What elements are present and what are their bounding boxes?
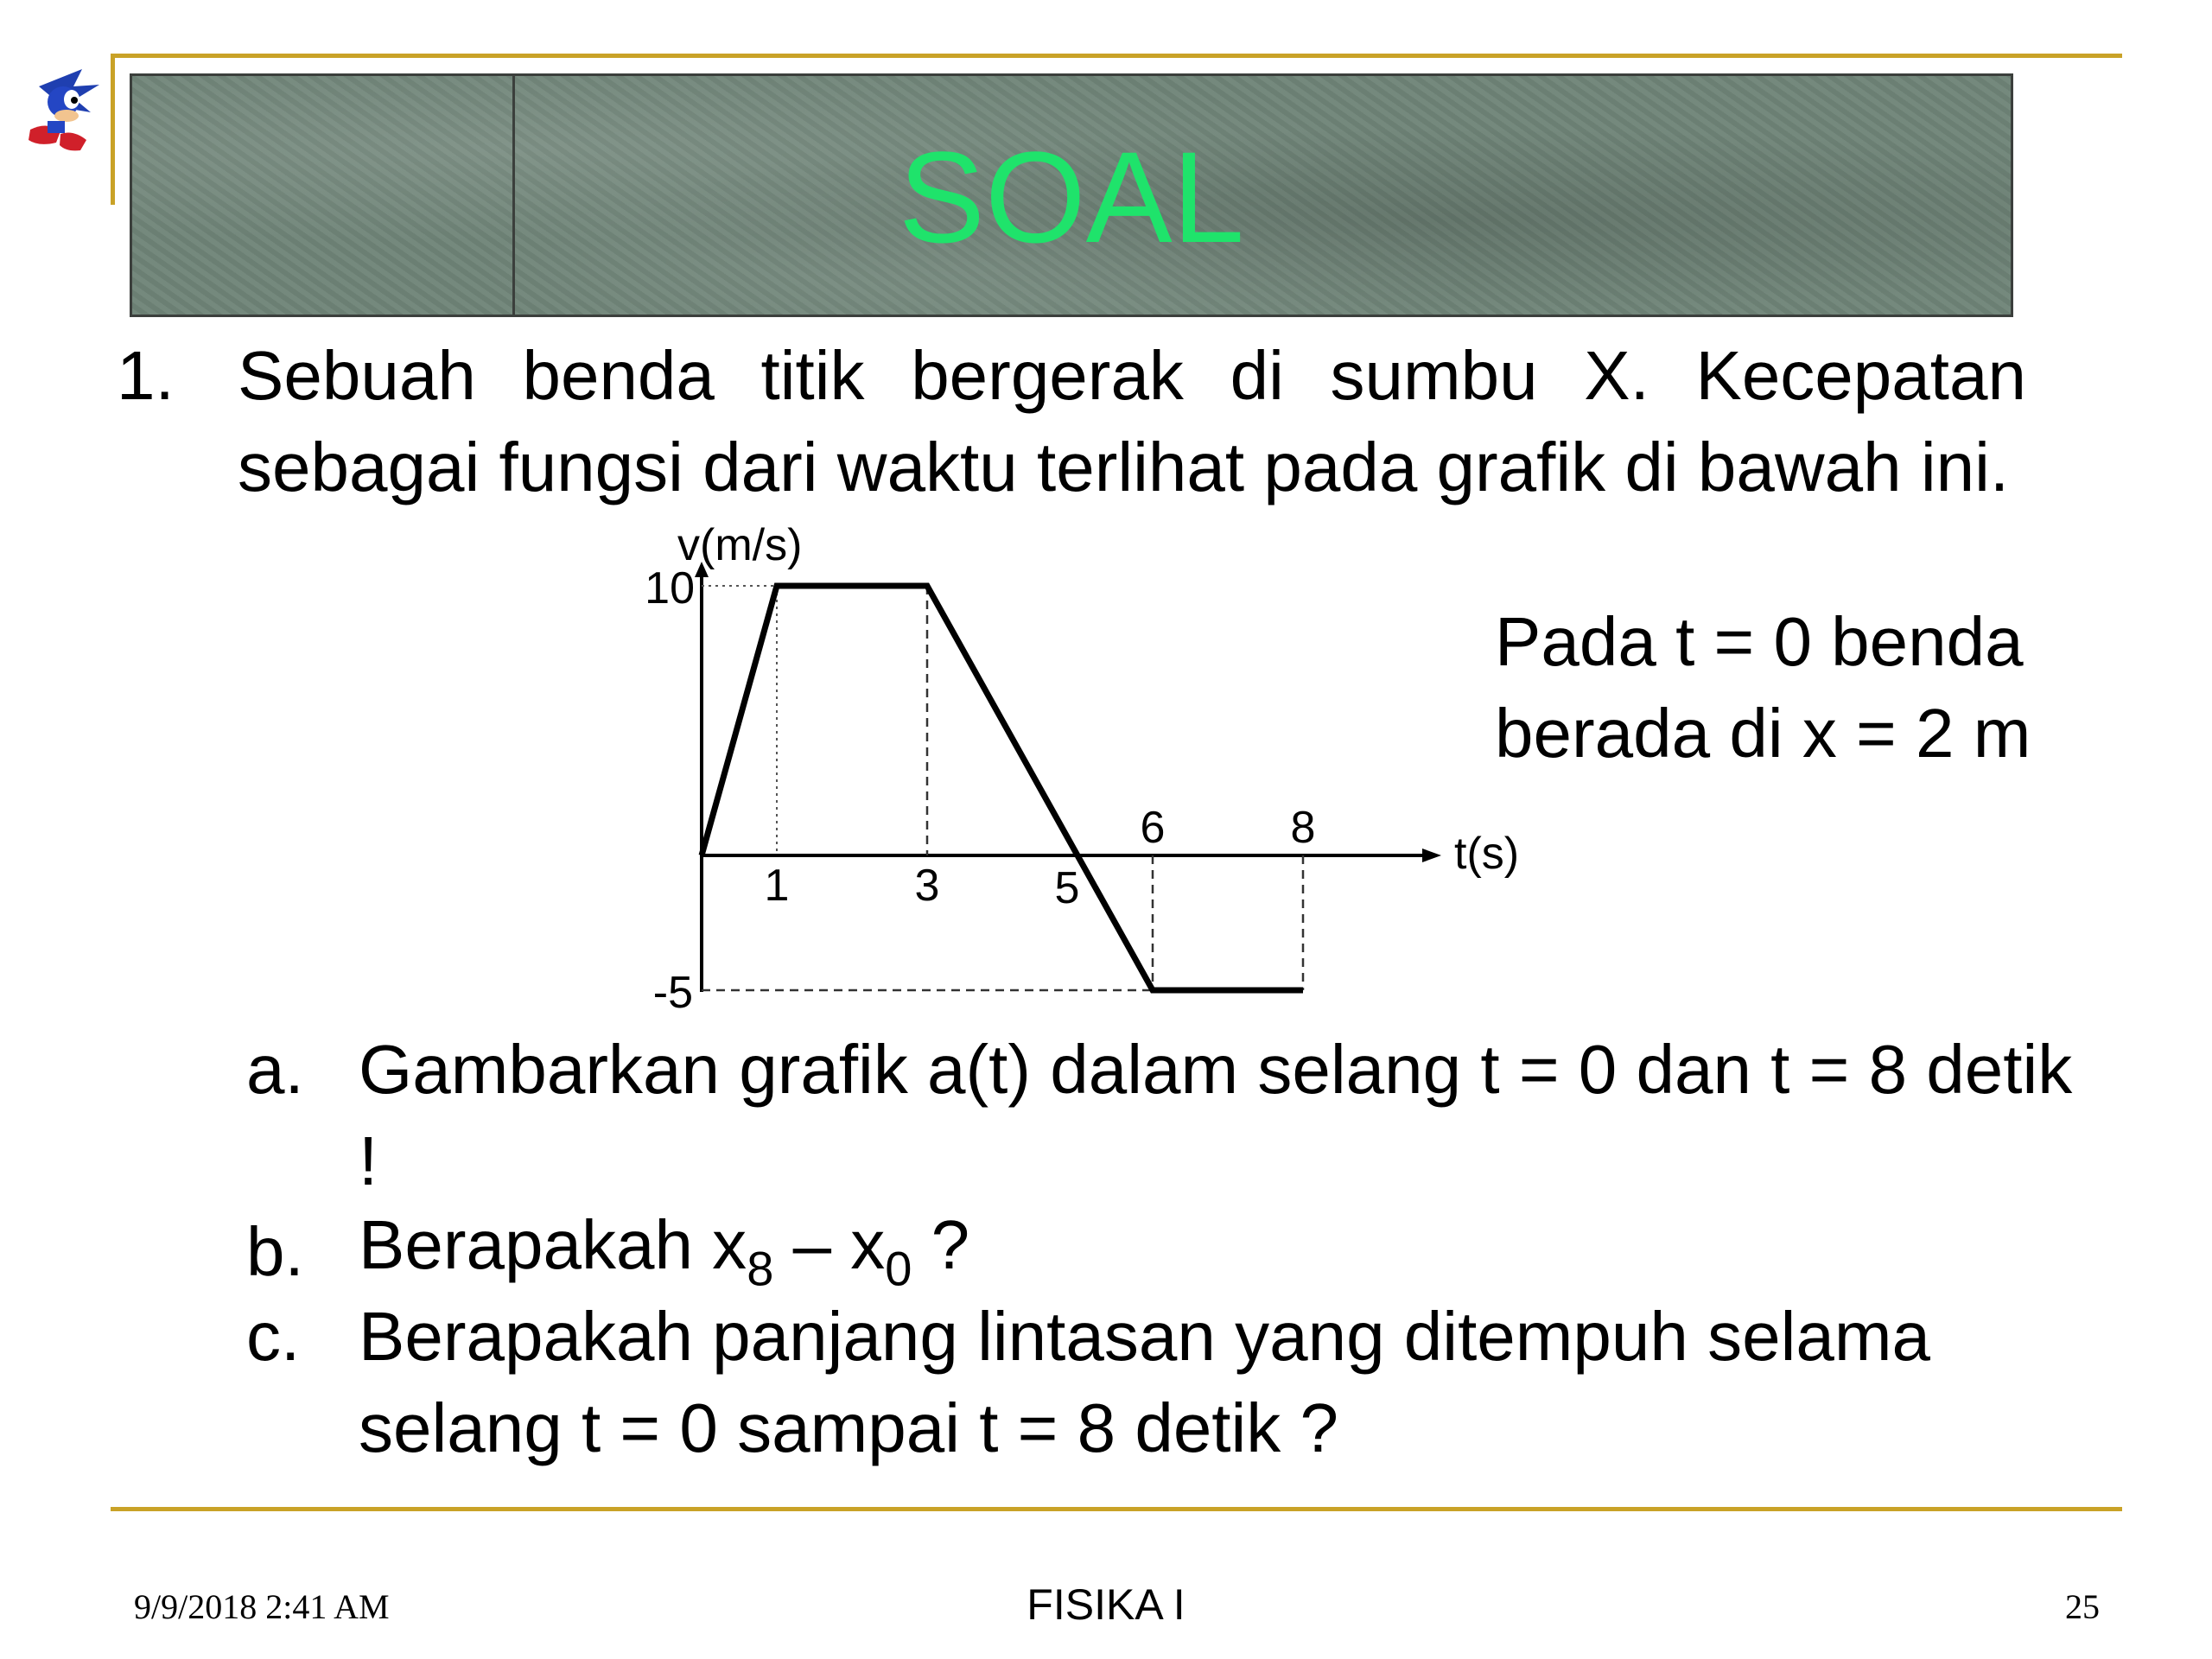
subquestion-b-part: ? (912, 1206, 970, 1283)
question-text: Sebuah benda titik bergerak di sumbu X. Kecepatan sebagai fungsi dari waktu terlihat pada grafik di bawah ini. (238, 337, 2026, 505)
y-axis-label: v(m/s) (677, 520, 803, 570)
x-tick-label: 1 (764, 861, 790, 911)
top-accent-line (111, 54, 2122, 58)
x-tick-label: 8 (1290, 803, 1316, 853)
title-banner (130, 73, 2013, 317)
subquestion-b-subscript: 8 (747, 1241, 774, 1296)
chart-layer (645, 520, 1519, 1011)
slide-title: SOAL (898, 124, 1245, 270)
left-accent-line (111, 54, 115, 205)
initial-position-note: Pada t = 0 benda berada di x = 2 m (1495, 603, 2031, 772)
y-tick-label: 10 (645, 563, 695, 613)
footer-date: 9/9/2018 2:41 AM (134, 1587, 390, 1626)
subquestion-c-text: Berapakah panjang lintasan yang ditempuh selama selang t = 0 sampai t = 8 detik ? (359, 1298, 1931, 1466)
footer-page-number: 25 (2065, 1587, 2100, 1626)
subquestion-b-subscript: 0 (885, 1241, 912, 1296)
sonic-logo-icon (22, 60, 104, 156)
x-tick-label: 5 (1054, 863, 1080, 913)
x-axis-label: t(s) (1454, 829, 1520, 879)
subquestion-b-part: – x (773, 1206, 886, 1283)
velocity-time-graph (605, 518, 1555, 1011)
subquestion-b-text (359, 1199, 970, 1296)
x-axis-arrow (1422, 849, 1441, 862)
velocity-series-line (702, 586, 1303, 990)
subquestion-b-part: Berapakah x (359, 1206, 747, 1283)
subquestion-b-letter: b. (246, 1213, 304, 1290)
subquestion-a-letter: a. (246, 1031, 304, 1108)
subquestion-c-letter: c. (246, 1298, 301, 1375)
subquestion-a-text: Gambarkan grafik a(t) dalam selang t = 0 dan t = 8 detik ! (359, 1031, 2073, 1199)
question-number: 1. (117, 337, 175, 414)
footer-title: FISIKA I (1027, 1580, 1185, 1629)
bottom-accent-line (111, 1507, 2122, 1511)
y-tick-label: -5 (652, 968, 693, 1011)
x-tick-label: 3 (914, 861, 940, 911)
x-tick-label: 6 (1140, 803, 1166, 853)
